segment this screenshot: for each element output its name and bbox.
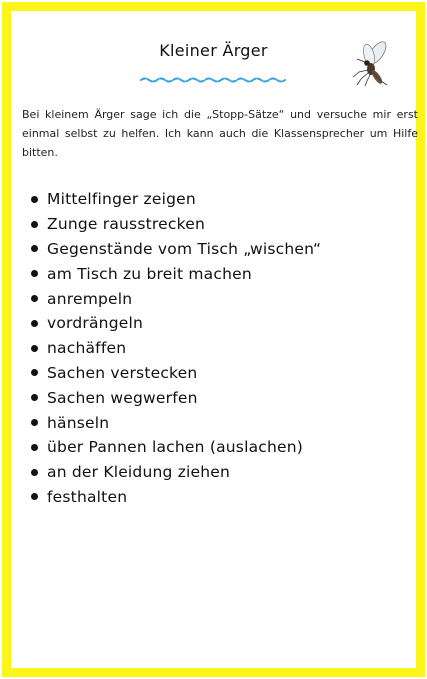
list-item <box>31 187 321 212</box>
bullet-icon <box>31 320 38 327</box>
list-item-label: Mittelfinger zeigen <box>47 190 196 209</box>
list-item <box>31 361 321 386</box>
mosquito-icon <box>347 39 397 87</box>
list-item <box>31 385 321 410</box>
list-item <box>31 261 321 286</box>
info-card <box>2 2 425 677</box>
bullet-icon <box>31 196 38 203</box>
bullet-icon <box>31 295 38 302</box>
bullet-icon <box>31 493 38 500</box>
behavior-list <box>31 187 321 509</box>
bullet-icon <box>31 270 38 277</box>
list-item-label: Sachen verstecken <box>47 363 198 382</box>
list-item-label: Zunge rausstrecken <box>47 215 205 234</box>
list-item <box>31 311 321 336</box>
list-item-label: über Pannen lachen (auslachen) <box>47 438 304 457</box>
list-item-label: Sachen wegwerfen <box>47 388 198 407</box>
bullet-icon <box>31 245 38 252</box>
list-item <box>31 336 321 361</box>
list-item <box>31 460 321 485</box>
list-item <box>31 212 321 237</box>
bullet-icon <box>31 444 38 451</box>
list-item <box>31 485 321 510</box>
list-item-label: vordrängeln <box>47 314 143 333</box>
list-item-label: festhalten <box>47 487 128 506</box>
list-item-label: nachäffen <box>47 339 127 358</box>
list-item <box>31 237 321 262</box>
list-item-label: anrempeln <box>47 289 133 308</box>
list-item-label: am Tisch zu breit machen <box>47 264 252 283</box>
bullet-icon <box>31 394 38 401</box>
bullet-icon <box>31 469 38 476</box>
list-item <box>31 286 321 311</box>
list-item-label: Gegenstände vom Tisch „wischen“ <box>47 239 322 258</box>
bullet-icon <box>31 345 38 352</box>
intro-text: Bei kleinem Ärger sage ich die „Stopp-Sätze“ und versuche mir erst einmal selbst zu helfen. Ich kann auch die Klassensprecher um Hilfe bitten. <box>22 108 418 159</box>
list-item <box>31 435 321 460</box>
bullet-icon <box>31 369 38 376</box>
list-item-label: an der Kleidung ziehen <box>47 463 231 482</box>
list-item <box>31 410 321 435</box>
bullet-icon <box>31 221 38 228</box>
wave-divider <box>139 75 289 85</box>
page-title: Kleiner Ärger <box>159 41 268 60</box>
bullet-icon <box>31 419 38 426</box>
list-item-label: hänseln <box>47 413 110 432</box>
